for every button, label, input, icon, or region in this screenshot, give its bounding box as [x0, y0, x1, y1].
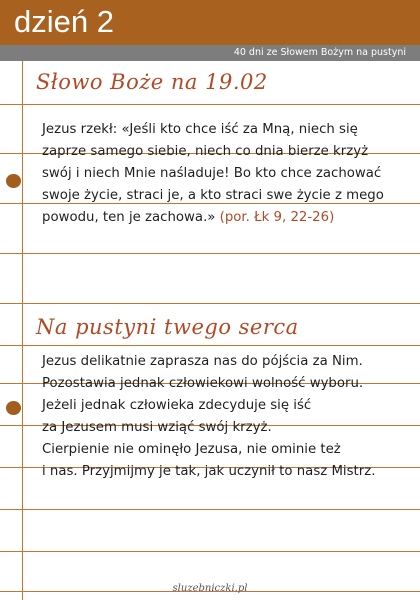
- scripture-passage: [42, 119, 414, 229]
- series-subtitle: 40 dni ze Słowem Bożym na pustyni: [233, 47, 406, 58]
- bullet-dot: [6, 401, 21, 415]
- ruled-line: [0, 303, 420, 304]
- footer-site: sluzebniczki.pl: [172, 583, 248, 594]
- day-title: dzień 2: [14, 4, 114, 39]
- ruled-line: [0, 551, 420, 552]
- section-heading-desert-of-heart: Na pustyni twego serca: [36, 315, 299, 339]
- ruled-line: [0, 104, 420, 105]
- subheader-bar: [0, 45, 420, 61]
- header-bar: [0, 0, 420, 45]
- reflection-text: Jezus delikatnie zaprasza nas do pójścia za Nim. Pozostawia jednak człowiekowi wolność wyboru. Jeżeli jednak człowieka zdecyduje się iść za Jezusem musi wziąć swój krzyż. Cierpienie nie ominęło Jezusa, nie ominie też i nas. Przyjmijmy je tak, jak uczynił to nasz Mistrz.: [42, 354, 376, 479]
- scripture-text: Jezus rzekł: «Jeśli kto chce iść za Mną, niech się zaprze samego siebie, niech co dnia bierze krzyż swój i niech Mnie naśladuje! Bo kto chce zachować swoje życie, straci je, a kto straci swe życie z mego powodu, ten je zachowa.»: [42, 122, 384, 225]
- ruled-line: [0, 253, 420, 254]
- ruled-line: [0, 345, 420, 346]
- scripture-reference: (por. Łk 9, 22-26): [219, 210, 335, 225]
- ruled-line: [0, 509, 420, 510]
- bullet-dot: [6, 174, 21, 188]
- section-heading-word-of-god: Słowo Boże na 19.02: [36, 70, 268, 94]
- margin-line: [22, 61, 23, 600]
